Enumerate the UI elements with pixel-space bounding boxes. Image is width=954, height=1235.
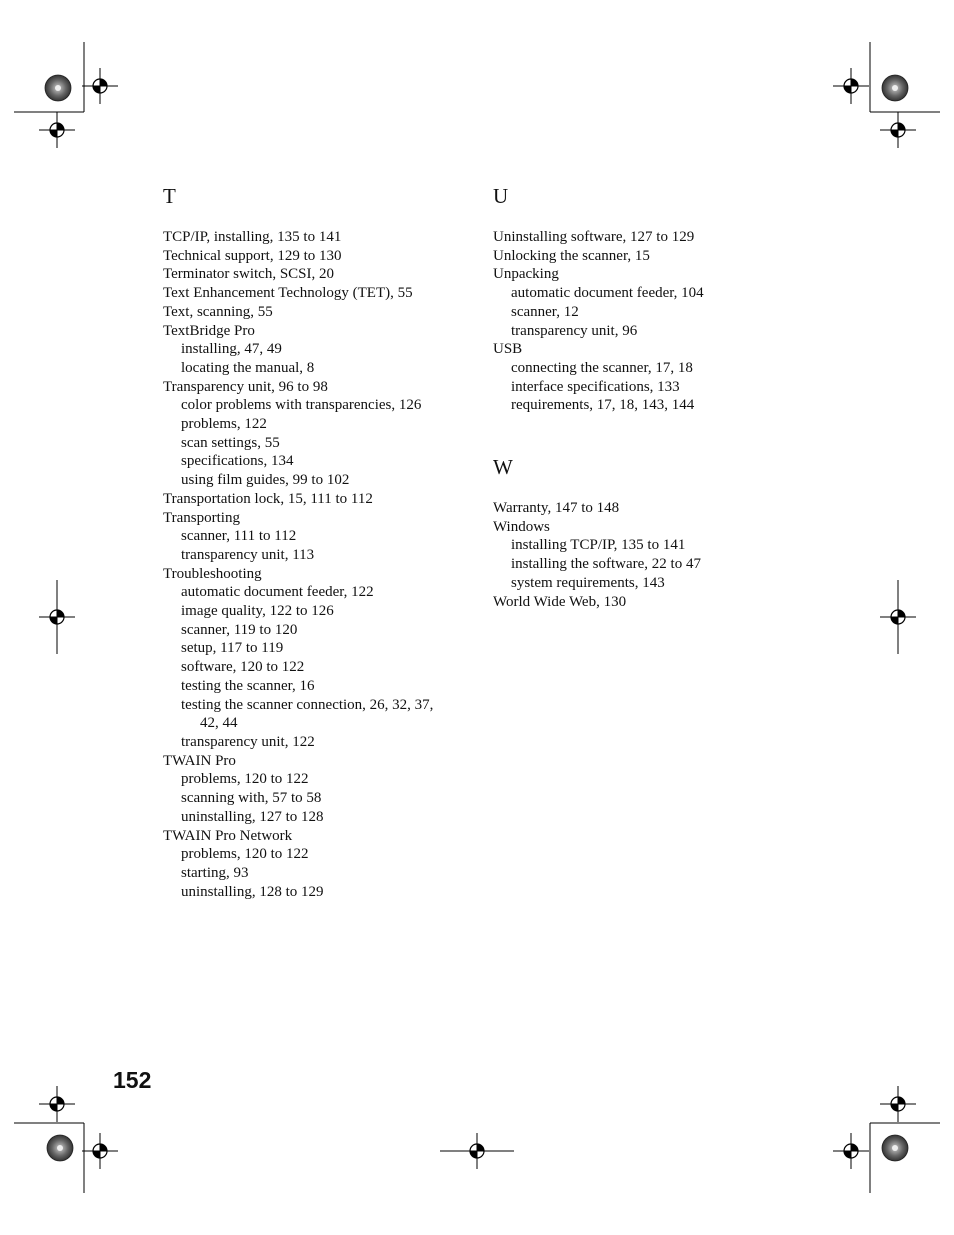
index-subentry: starting, 93 — [181, 864, 249, 881]
index-subentry: installing TCP/IP, 135 to 141 — [511, 537, 686, 554]
index-entry: Uninstalling software, 127 to 129 — [493, 229, 695, 245]
index-subentry: transparency unit, 96 — [511, 322, 638, 339]
registration-mark-bottom-right-crosshair — [833, 1133, 869, 1169]
index-entry: Text, scanning, 55 — [163, 303, 273, 320]
index-subentry: specifications, 134 — [181, 453, 294, 470]
index-subentry: automatic document feeder, 122 — [181, 584, 374, 601]
index-subentry: software, 120 to 122 — [181, 659, 305, 676]
registration-mark-top-left-crosshair — [82, 68, 118, 104]
index-subentry: scanner, 12 — [511, 303, 579, 320]
index-entry: Transparency unit, 96 to 98 — [163, 378, 328, 395]
page-number: 152 — [113, 1067, 152, 1093]
index-subentry: installing, 47, 49 — [181, 341, 282, 358]
index-entry: Windows — [493, 518, 550, 535]
index-entry-list-w — [493, 499, 793, 611]
registration-mark-bottom-left-side — [39, 1086, 75, 1122]
index-entry-list-u — [493, 228, 793, 415]
index-subentry: problems, 120 to 122 — [181, 771, 309, 788]
index-entry: Transporting — [163, 509, 240, 526]
section-letter-w: W — [493, 455, 513, 480]
registration-mark-top-right-rosette — [882, 75, 908, 101]
index-subentry: color problems with transparencies, 126 — [181, 397, 422, 414]
index-entry: Text Enhancement Technology (TET), 55 — [163, 285, 413, 302]
index-subentry: scanning with, 57 to 58 — [181, 790, 322, 807]
index-subentry: scanner, 119 to 120 — [181, 621, 298, 638]
registration-mark-top-left-rosette — [45, 75, 71, 101]
index-subentry: problems, 122 — [181, 416, 267, 433]
index-subentry: connecting the scanner, 17, 18 — [511, 359, 693, 376]
index-column-right — [493, 182, 793, 611]
index-subentry: uninstalling, 127 to 128 — [181, 808, 324, 825]
registration-mark-top-right-side — [880, 112, 916, 148]
index-entry: World Wide Web, 130 — [493, 593, 627, 610]
section-gap — [493, 415, 793, 453]
registration-mark-mid-right — [880, 599, 916, 635]
index-subentry: locating the manual, 8 — [181, 359, 315, 376]
index-subentry: using film guides, 99 to 102 — [181, 472, 350, 489]
index-subentry: scan settings, 55 — [181, 434, 280, 451]
index-subentry: problems, 120 to 122 — [181, 846, 309, 863]
index-subentry: testing the scanner, 16 — [181, 677, 315, 694]
index-subentry: automatic document feeder, 104 — [511, 285, 704, 302]
index-subentry: uninstalling, 128 to 129 — [181, 883, 324, 900]
registration-mark-bottom-right-rosette — [882, 1135, 908, 1161]
index-entry: Technical support, 129 to 130 — [163, 247, 342, 264]
index-subentry: transparency unit, 113 — [181, 546, 315, 563]
index-subentry: transparency unit, 122 — [181, 733, 315, 750]
section-letter-u: U — [493, 184, 509, 208]
index-subentry: testing the scanner connection, 26, 32, 37, — [181, 696, 434, 713]
index-subentry: installing the software, 22 to 47 — [511, 556, 701, 573]
index-entry: Unpacking — [493, 266, 559, 283]
index-entry: TWAIN Pro Network — [163, 827, 293, 844]
index-entry: Terminator switch, SCSI, 20 — [163, 266, 335, 283]
index-subentry: system requirements, 143 — [511, 574, 665, 591]
index-entry: Transportation lock, 15, 111 to 112 — [163, 490, 373, 507]
index-entry-list-t — [163, 228, 463, 901]
index-column-left — [163, 182, 463, 901]
index-entry: USB — [493, 341, 523, 358]
registration-mark-mid-left — [39, 599, 75, 635]
registration-mark-bottom-right-side — [880, 1086, 916, 1122]
index-subentry: interface specifications, 133 — [511, 378, 680, 395]
index-entry: TCP/IP, installing, 135 to 141 — [163, 229, 342, 245]
registration-mark-bottom-left-crosshair — [82, 1133, 118, 1169]
index-subentry: setup, 117 to 119 — [181, 640, 284, 657]
index-entry: Warranty, 147 to 148 — [493, 500, 620, 517]
index-entry: TextBridge Pro — [163, 322, 255, 339]
registration-mark-bottom-center — [459, 1133, 495, 1169]
section-letter-t: T — [163, 184, 176, 208]
index-entry: Troubleshooting — [163, 565, 262, 582]
index-entry: Unlocking the scanner, 15 — [493, 247, 650, 264]
registration-mark-top-right-crosshair — [833, 68, 869, 104]
index-subentry: requirements, 17, 18, 143, 144 — [511, 397, 695, 414]
index-subentry-continuation: 42, 44 — [200, 715, 238, 732]
registration-mark-top-left-side — [39, 112, 75, 148]
index-entry: TWAIN Pro — [163, 752, 236, 769]
index-subentry: image quality, 122 to 126 — [181, 603, 334, 620]
registration-mark-bottom-left-rosette — [47, 1135, 73, 1161]
index-subentry: scanner, 111 to 112 — [181, 528, 297, 545]
